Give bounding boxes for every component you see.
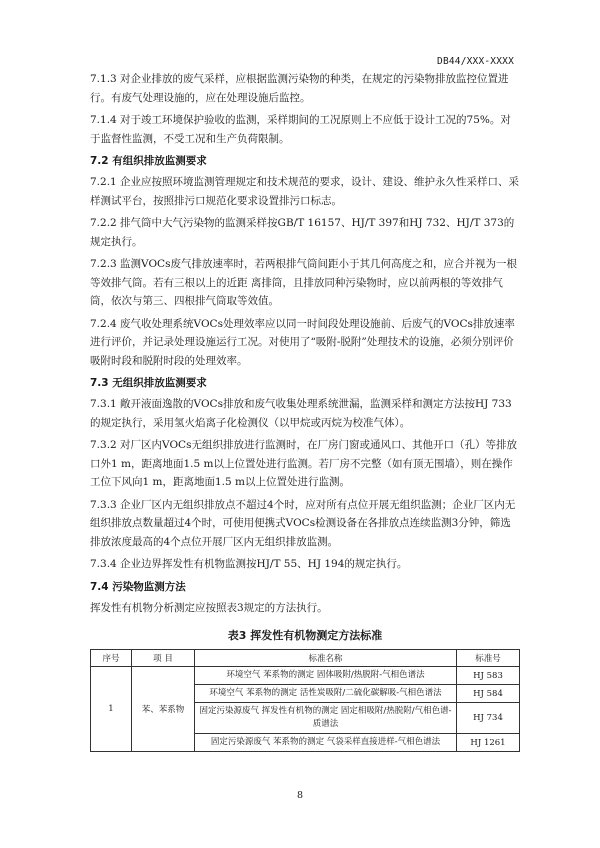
table-caption: 表3 挥发性有机物测定方法标准 xyxy=(227,629,383,642)
clause-7-2-1: 7.2.1 企业应按照环境监测管理规定和技术规范的要求，设计、建设、维护永久性采样口、采样测试平台，按照排污口规范化要求设置排污口标志。 xyxy=(90,176,520,207)
clause-7-1-4: 7.1.4 对于竣工环境保护验收的监测，采样期间的工况原则上不应低于设计工况的75%。对于监督性监测，不受工况和生产负荷限制。 xyxy=(90,114,511,145)
cell-standard-name: 固定污染源废气 挥发性有机物的测定 固定相吸附/热脱附/气相色谱-质谱法 xyxy=(195,703,457,734)
table-header-row xyxy=(91,650,520,667)
cell-standard-code: HJ 583 xyxy=(457,667,520,685)
cell-standard-name: 环境空气 苯系物的测定 活性炭吸附/二硫化碳解吸-气相色谱法 xyxy=(195,685,457,703)
clause-7-2-4: 7.2.4 废气收处理系统VOCs处理效率应以同一时间段处理设施前、后废气的VOCs排放速率进行评价，并记录处理设施运行工况。对使用了“吸附-脱附”处理技术的设施，必须分别评价吸附时段和脱附时段的处理效率。 xyxy=(90,317,515,367)
col-header-item: 项 目 xyxy=(132,650,195,667)
clause-7-1-3: 7.1.3 对企业排放的废气采样，应根据监测污染物的种类，在规定的污染物排放监控位置进行。有废气处理设施的，应在处理设施后监控。 xyxy=(90,73,509,104)
clause-7-3-3: 7.3.3 企业厂区内无组织排放点不超过4个时，应对所有点位开展无组织监测；企业厂区内无组织排放点数量超过4个时，可使用便携式VOCs检测设备在各排放点连续监测3分钟，筛选排放浓度最高的4个点位开展厂区内无组织排放监测。 xyxy=(90,498,516,548)
clause-7-2-3: 7.2.3 监测VOCs废气排放速率时，若两根排气筒间距小于其几何高度之和，应合并视为一根等效排气筒。若有三根以上的近距 离排筒，且排放同种污染物时，应以前两根的等效排气筒，依次与第三、四根排气筒取等效值。 xyxy=(90,258,517,307)
section-7-2-heading: 7.2 有组织排放监测要求 xyxy=(90,155,207,167)
cell-standard-name: 固定污染源废气 苯系物的测定 气袋采样直接进样-气相色谱法 xyxy=(195,734,457,752)
cell-standard-code: HJ 584 xyxy=(457,685,520,703)
section-7-4-heading: 7.4 污染物监测方法 xyxy=(90,580,186,593)
clause-7-2-2: 7.2.2 排气筒中大气污染物的监测采样按GB/T 16157、HJ/T 397和HJ 732、HJ/T 373的规定执行。 xyxy=(90,217,515,248)
method-intro: 挥发性有机物分析测定应按照表3规定的方法执行。 xyxy=(90,601,328,614)
cell-standard-code: HJ 1261 xyxy=(457,734,520,752)
page-body xyxy=(90,70,520,752)
cell-item: 苯、苯系物 xyxy=(132,667,195,752)
cell-no: 1 xyxy=(91,667,132,752)
cell-standard-name: 环境空气 苯系物的测定 固体吸附/热脱附-气相色谱法 xyxy=(195,667,457,685)
methods-table xyxy=(90,649,520,752)
clause-7-3-2: 7.3.2 对厂区内VOCs无组织排放进行监测时，在厂房门窗或通风口、其他开口（孔）等排放口外1 m，距离地面1.5 m以上位置处进行监测。若厂房不完整（如有顶无围墙），则在操作工位下风向1 m，距离地面1.5 m以上位置处进行监测。 xyxy=(90,439,517,488)
col-header-no: 序号 xyxy=(91,650,132,667)
table-row xyxy=(91,667,520,685)
page-number: 8 xyxy=(296,790,304,801)
col-header-standard-code: 标准号 xyxy=(457,650,520,667)
col-header-standard-name: 标准名称 xyxy=(195,650,457,667)
clause-7-3-1: 7.3.1 敞开液面逸散的VOCs排放和废气收集处理系统泄漏，监测采样和测定方法按HJ 733的规定执行，采用氢火焰离子化检测仪（以甲烷或丙烷为校准气体）。 xyxy=(90,398,512,429)
clause-7-3-4: 7.3.4 企业边界挥发性有机物监测按HJ/T 55、HJ 194的规定执行。 xyxy=(90,558,408,570)
cell-standard-code: HJ 734 xyxy=(457,703,520,734)
document-code: DB44/XXX-XXXX xyxy=(437,56,514,67)
section-7-3-heading: 7.3 无组织排放监测要求 xyxy=(90,377,207,389)
